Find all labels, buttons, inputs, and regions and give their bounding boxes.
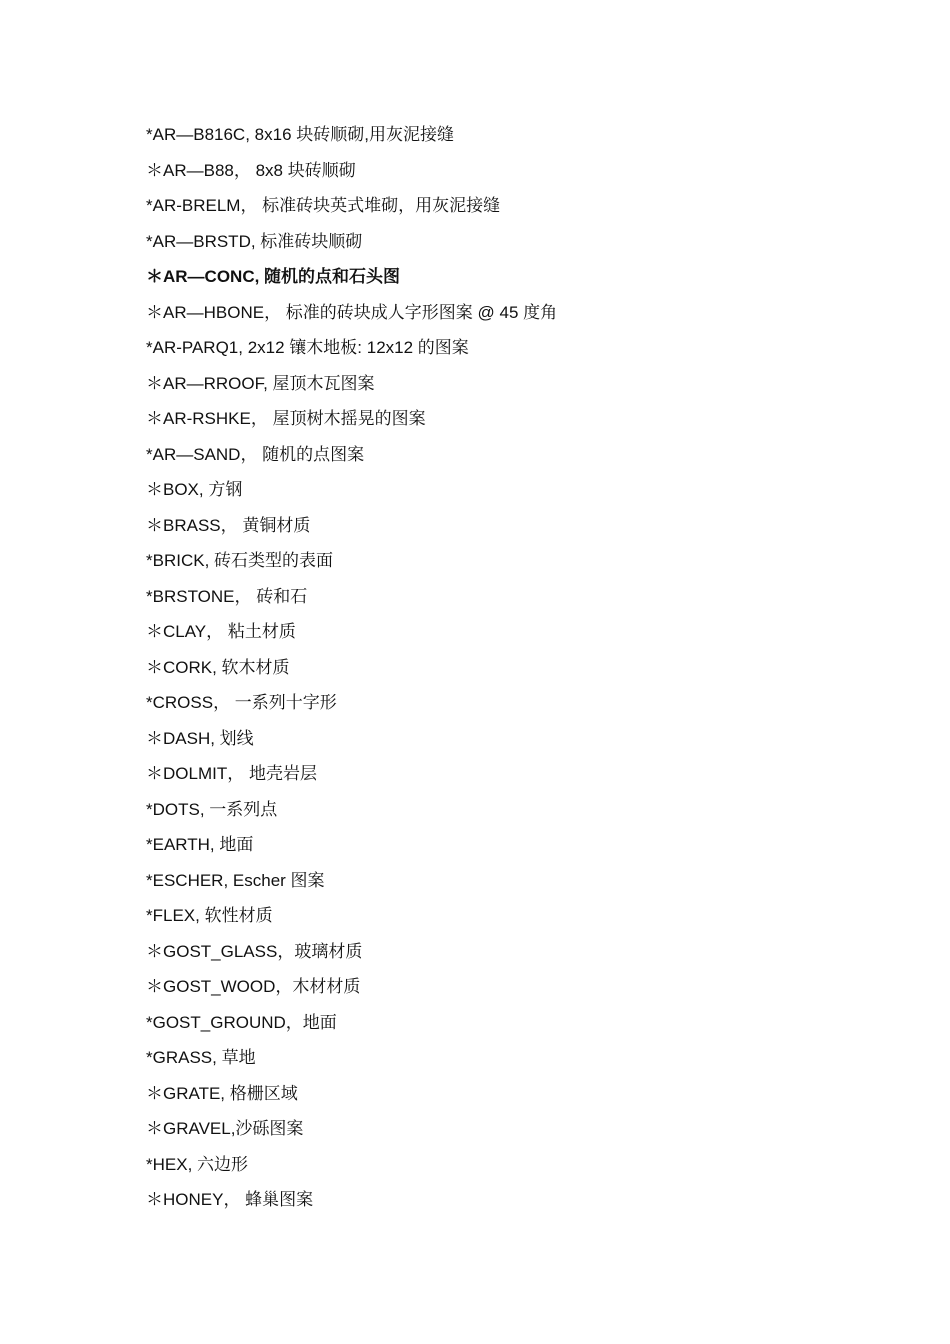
hatch-pattern-line: ＊AR—RROOF, 屋顶木瓦图案 [146, 373, 375, 393]
hatch-pattern-line: *BRSTONE， 砖和石 [146, 586, 308, 606]
hatch-pattern-list [146, 122, 846, 1223]
hatch-pattern-line: *GRASS, 草地 [146, 1048, 256, 1067]
hatch-pattern-line: *AR-BRELM， 标准砖块英式堆砌，用灰泥接缝 [146, 196, 501, 215]
hatch-pattern-line: ＊CORK, 软木材质 [146, 657, 290, 677]
hatch-pattern-line: *BRICK, 砖石类型的表面 [146, 551, 334, 570]
hatch-pattern-line: *AR—B816C, 8x16 块砖顺砌,用灰泥接缝 [146, 125, 454, 144]
hatch-pattern-line: ＊GRATE, 格栅区域 [146, 1083, 298, 1103]
hatch-pattern-line: ＊GOST_GLASS，玻璃材质 [146, 941, 363, 961]
hatch-pattern-line: *AR-PARQ1, 2x12 镶木地板: 12x12 的图案 [146, 338, 469, 357]
hatch-pattern-line: ＊AR-RSHKE， 屋顶树木摇晃的图案 [146, 409, 426, 428]
hatch-pattern-line: *DOTS, 一系列点 [146, 799, 278, 819]
hatch-pattern-line: ＊BOX, 方钢 [146, 480, 243, 499]
hatch-pattern-line: ＊CLAY， 粘土材质 [146, 622, 296, 641]
hatch-pattern-line: *AR—BRSTD, 标准砖块顺砌 [146, 231, 363, 251]
hatch-pattern-line: ＊AR—B88， 8x8 块砖顺砌 [146, 160, 356, 180]
hatch-pattern-line: *ESCHER, Escher 图案 [146, 870, 325, 890]
hatch-pattern-line: *CROSS， 一系列十字形 [146, 693, 337, 712]
hatch-pattern-line: ＊AR—CONC, 随机的点和石头图 [146, 267, 401, 286]
hatch-pattern-line: *AR—SAND， 随机的点图案 [146, 444, 365, 464]
hatch-pattern-line: ＊GOST_WOOD，木材材质 [146, 977, 361, 996]
hatch-pattern-line: *HEX, 六边形 [146, 1154, 249, 1174]
hatch-pattern-line: *EARTH, 地面 [146, 835, 254, 854]
hatch-pattern-line: ＊AR—HBONE， 标准的砖块成人字形图案 @ 45 度角 [146, 302, 558, 322]
hatch-pattern-line: ＊BRASS， 黄铜材质 [146, 515, 311, 535]
hatch-pattern-line: *FLEX, 软性材质 [146, 906, 273, 925]
hatch-pattern-line: *GOST_GROUND，地面 [146, 1012, 337, 1032]
hatch-pattern-line: ＊DASH, 划线 [146, 728, 254, 748]
hatch-pattern-line: ＊HONEY， 蜂巢图案 [146, 1190, 314, 1209]
hatch-pattern-line: ＊GRAVEL,沙砾图案 [146, 1119, 304, 1138]
hatch-pattern-line: ＊DOLMIT， 地壳岩层 [146, 764, 317, 783]
